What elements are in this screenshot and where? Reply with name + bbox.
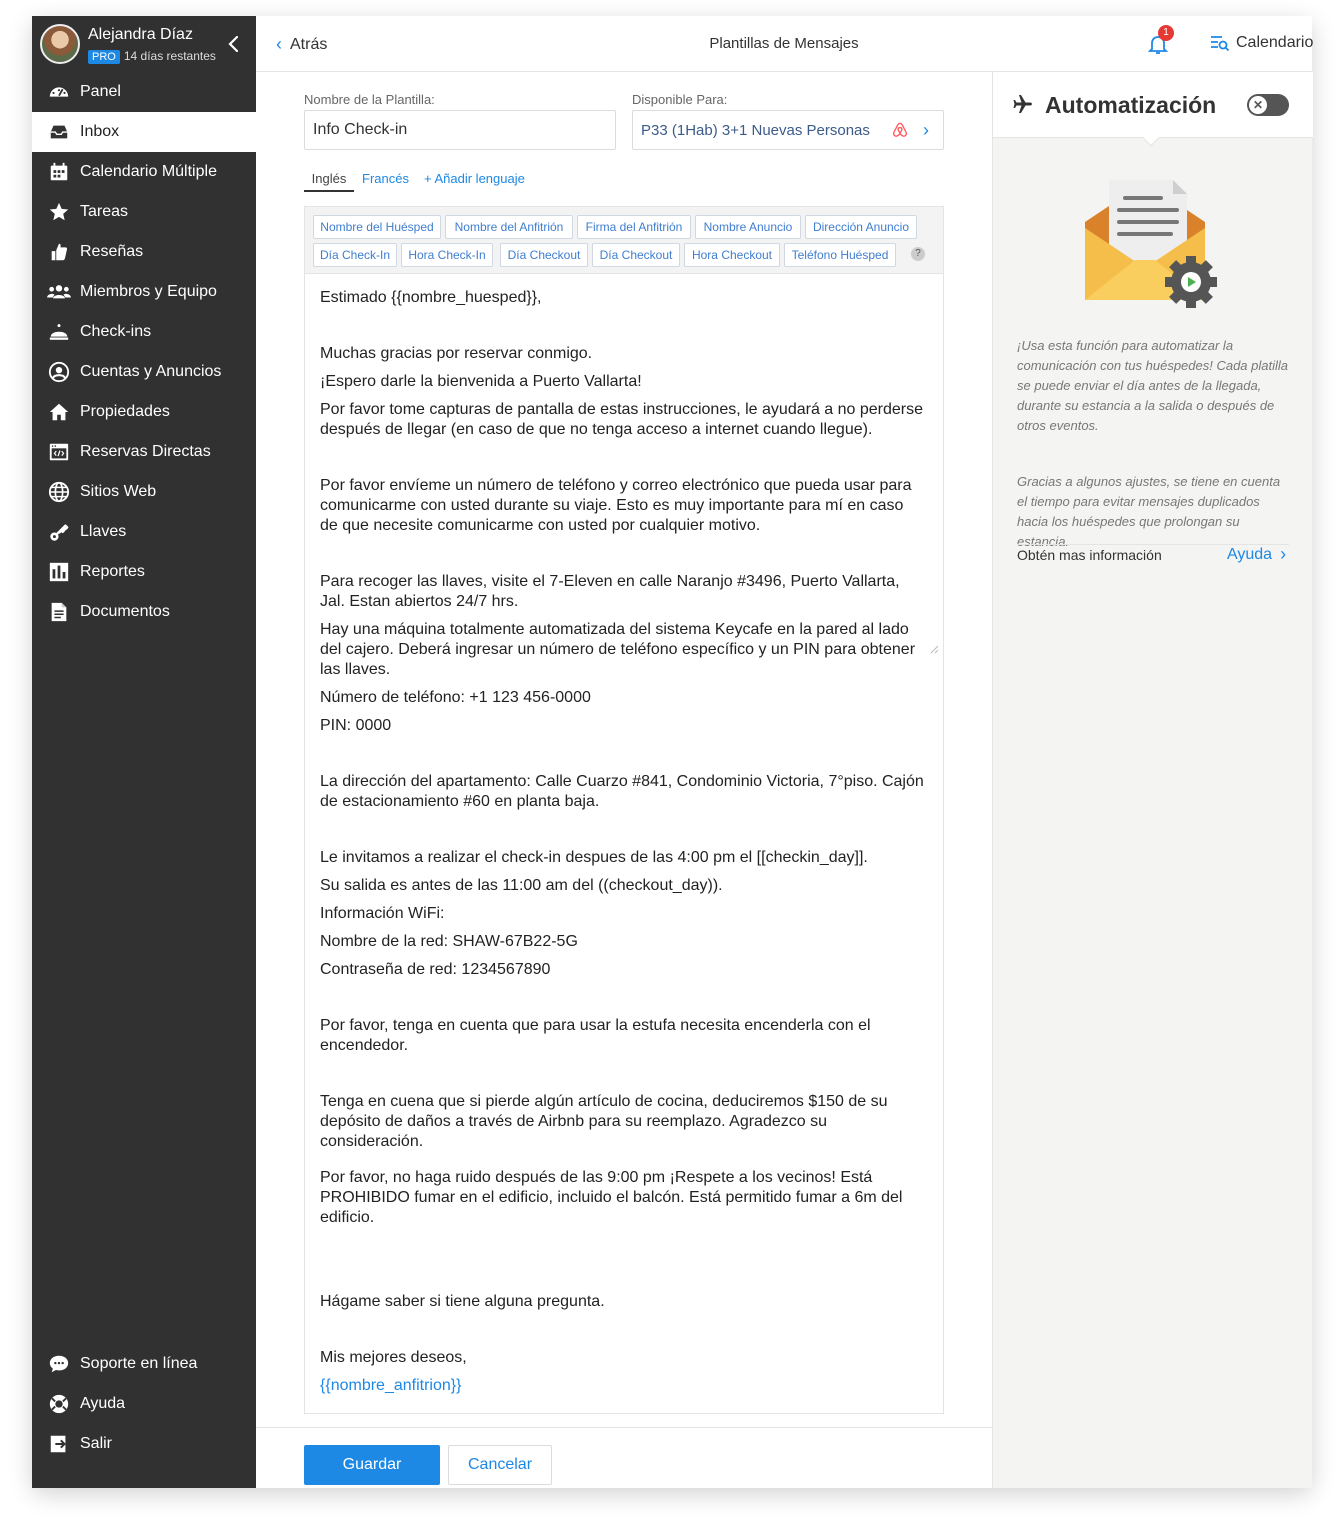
sidebar-item-calendario[interactable]	[32, 152, 256, 192]
logout-icon	[48, 1433, 70, 1455]
message-line: Para recoger las llaves, visite el 7-Eleven en calle Naranjo #3496, Puerto Vallarta, Jal. Estan abiertos 24/7 hrs.	[320, 573, 900, 610]
automation-toggle[interactable]	[1247, 94, 1289, 116]
sidebar-item-soporte[interactable]	[32, 1344, 256, 1384]
host-name-variable: {{nombre_anfitrion}}	[320, 1377, 462, 1394]
message-line: Por favor envíeme un número de teléfono y correo electrónico que pueda usar para comunicarme con usted durante su viaje. Esto es muy importante para mí en caso de que necesite comunicarme con usted por cualquier motivo.	[320, 477, 912, 534]
sidebar-item-checkins[interactable]	[32, 312, 256, 352]
automation-panel	[992, 72, 1312, 1488]
more-info-label: Obtén mas información	[1017, 544, 1289, 563]
sidebar-item-label: Check-ins	[80, 323, 152, 340]
user-plan-info	[88, 49, 216, 64]
message-line: Información WiFi:	[320, 905, 445, 922]
resize-handle-icon[interactable]	[929, 644, 939, 654]
sidebar-item-reservas[interactable]	[32, 432, 256, 472]
help-link[interactable]	[1227, 544, 1286, 565]
message-line: ¡Espero darle la bienvenida a Puerto Vallarta!	[320, 373, 642, 390]
sidebar-item-documentos[interactable]	[32, 592, 256, 632]
sidebar-item-label: Soporte en línea	[80, 1355, 198, 1372]
footer-divider	[256, 1427, 992, 1428]
lifebuoy-icon	[48, 1393, 70, 1415]
reviews-icon	[48, 241, 70, 263]
airbnb-icon	[891, 121, 909, 139]
add-language-link[interactable]: + Añadir lenguaje	[424, 171, 525, 186]
message-line: Mis mejores deseos,	[320, 1349, 467, 1366]
message-line: Contraseña de red: 1234567890	[320, 961, 551, 978]
message-line: Tenga en cuena que si pierde algún artículo de cocina, deduciremos $150 de su depósito de daños a través de Airbnb para su reemplazo. Agradezco su consideración.	[320, 1093, 888, 1150]
template-name-input[interactable]: Info Check-in	[304, 110, 616, 150]
notification-badge: 1	[1158, 25, 1174, 41]
variable-toolbar	[304, 206, 944, 274]
help-icon[interactable]: ?	[911, 247, 925, 261]
sidebar-item-label: Reseñas	[80, 243, 144, 260]
envelope-gear-illustration	[1081, 172, 1225, 312]
code-window-icon	[48, 441, 70, 463]
message-line: PIN: 0000	[320, 717, 392, 734]
chevron-right-icon: ›	[923, 119, 929, 140]
available-for-select[interactable]	[632, 110, 944, 150]
sidebar-item-label: Salir	[80, 1435, 113, 1452]
app-window	[32, 16, 1312, 1488]
calendar-search-icon	[1210, 34, 1230, 52]
dashboard-icon	[48, 81, 70, 103]
sidebar-bottom-nav	[32, 1344, 256, 1464]
message-line: Nombre de la red: SHAW-67B22-5G	[320, 933, 578, 950]
cancel-button[interactable]: Cancelar	[448, 1445, 552, 1485]
message-line: Le invitamos a realizar el check-in despues de las 4:00 pm el [[checkin_day]].	[320, 849, 868, 866]
variable-chip[interactable]: Teléfono Huésped	[784, 243, 896, 267]
automation-note: Gracias a algunos ajustes, se tiene en cuenta el tiempo para evitar mensajes duplicados hacia los huéspedes que prolongan su estancia.	[1017, 474, 1281, 549]
document-icon	[48, 601, 70, 623]
sidebar-item-ayuda[interactable]	[32, 1384, 256, 1424]
message-line: Muchas gracias por reservar conmigo.	[320, 345, 593, 362]
help-link-label: Ayuda	[1227, 545, 1273, 563]
airplane-icon	[1011, 92, 1035, 116]
sidebar-item-label: Calendario Múltiple	[80, 163, 217, 180]
message-editor[interactable]	[304, 274, 944, 1414]
automation-description: ¡Usa esta función para automatizar la comunicación con tus huéspedes! Cada platilla se puede enviar el día antes de la llegada, durante su estancia a la salida o después de otros eventos.	[1017, 338, 1289, 433]
collapse-sidebar-icon[interactable]	[222, 32, 246, 56]
sidebar-item-label: Reportes	[80, 563, 145, 580]
sidebar-item-sitios[interactable]	[32, 472, 256, 512]
sidebar-item-panel[interactable]	[32, 72, 256, 112]
sidebar-item-label: Panel	[80, 83, 121, 100]
variable-chip[interactable]: Nombre del Huésped	[313, 215, 441, 239]
pro-badge: PRO	[88, 50, 120, 64]
variable-chip[interactable]: Firma del Anfitrión	[577, 215, 691, 239]
calendar-link[interactable]	[1210, 34, 1313, 52]
home-icon	[48, 401, 70, 423]
available-for-label: Disponible Para:	[632, 92, 728, 107]
variable-chip[interactable]: Hora Check-In	[401, 243, 493, 267]
trial-remaining: 14 días restantes	[123, 49, 216, 63]
sidebar	[32, 16, 256, 1488]
sidebar-item-label: Llaves	[80, 523, 127, 540]
tab-ingles[interactable]: Inglés	[304, 170, 354, 192]
sidebar-item-label: Documentos	[80, 603, 170, 620]
team-icon	[48, 281, 70, 303]
sidebar-item-label: Reservas Directas	[80, 443, 211, 460]
sidebar-item-label: Tareas	[80, 203, 129, 220]
available-for-value: P33 (1Hab) 3+1 Nuevas Personas	[641, 121, 870, 139]
message-line: Su salida es antes de las 11:00 am del ((checkout_day)).	[320, 877, 723, 894]
sidebar-item-resenas[interactable]	[32, 232, 256, 272]
chart-icon	[48, 561, 70, 583]
message-line: Por favor tome capturas de pantalla de estas instrucciones, le ayudará a no perderse después de llegar (en caso de que no tenga acceso a internet cuando llegue).	[320, 401, 924, 438]
sidebar-item-propiedades[interactable]	[32, 392, 256, 432]
sidebar-item-tareas[interactable]	[32, 192, 256, 232]
tab-frances[interactable]: Francés	[362, 171, 409, 186]
account-icon	[48, 361, 70, 383]
chevron-right-icon: ›	[1280, 544, 1287, 564]
message-line: Hágame saber si tiene alguna pregunta.	[320, 1293, 605, 1310]
message-line: Hay una máquina totalmente automatizada del sistema Keycafe en la pared al lado del cajero. Deberá ingresar un número de teléfono específico y un PIN para obtener las llaves.	[320, 621, 916, 678]
calendar-label: Calendario	[1236, 34, 1314, 51]
automation-header	[993, 72, 1313, 138]
user-profile[interactable]	[32, 16, 256, 72]
key-icon	[48, 521, 70, 543]
variable-chip[interactable]: Día Checkout	[592, 243, 680, 267]
inbox-icon	[48, 121, 70, 143]
sidebar-item-label: Cuentas y Anuncios	[80, 363, 222, 380]
globe-icon	[48, 481, 70, 503]
sidebar-item-label: Ayuda	[80, 1395, 126, 1412]
template-name-label: Nombre de la Plantilla:	[304, 92, 435, 107]
sidebar-item-reportes[interactable]	[32, 552, 256, 592]
sidebar-item-cuentas[interactable]	[32, 352, 256, 392]
bell-desk-icon	[48, 321, 70, 343]
star-icon	[48, 201, 70, 223]
calendar-icon	[48, 161, 70, 183]
sidebar-item-salir[interactable]	[32, 1424, 256, 1464]
back-label: Atrás	[290, 35, 328, 53]
avatar	[40, 24, 80, 64]
toggle-off-icon: ✕	[1249, 96, 1267, 114]
language-tabs	[304, 170, 944, 192]
variable-chip[interactable]: Nombre Anuncio	[695, 215, 801, 239]
message-line: La dirección del apartamento: Calle Cuarzo #841, Condominio Victoria, 7°piso. Cajón de estacionamiento #60 en planta baja.	[320, 773, 924, 810]
variable-chip[interactable]: Hora Checkout	[684, 243, 780, 267]
sidebar-item-label: Sitios Web	[80, 483, 157, 500]
top-header	[256, 16, 1312, 72]
variable-chip[interactable]: Día Checkout	[500, 243, 588, 267]
page-title: Plantillas de Mensajes	[709, 35, 859, 52]
message-line: Número de teléfono: +1 123 456-0000	[320, 689, 591, 706]
variable-chip[interactable]: Dirección Anuncio	[805, 215, 917, 239]
sidebar-item-label: Miembros y Equipo	[80, 283, 217, 300]
sidebar-item-label: Inbox	[80, 123, 120, 140]
variable-chip[interactable]: Nombre del Anfitrión	[445, 215, 573, 239]
save-button[interactable]: Guardar	[304, 1445, 440, 1485]
user-name: Alejandra Díaz	[88, 26, 193, 43]
chat-icon	[48, 1353, 70, 1375]
message-line: Por favor, tenga en cuenta que para usar la estufa necesita encenderla con el encendedor.	[320, 1017, 871, 1054]
variable-chip[interactable]: Día Check-In	[313, 243, 397, 267]
message-line: Estimado {{nombre_huesped}},	[320, 289, 542, 306]
sidebar-item-label: Propiedades	[80, 403, 170, 420]
chevron-left-icon: ‹	[276, 34, 282, 54]
message-line: Por favor, no haga ruido después de las 9:00 pm ¡Respete a los vecinos! Está PROHIBIDO fumar en el edificio, incluido el balcón. Está permitido fumar a 6m del edificio.	[320, 1169, 903, 1226]
sidebar-item-llaves[interactable]	[32, 512, 256, 552]
sidebar-item-miembros[interactable]	[32, 272, 256, 312]
back-button[interactable]	[276, 34, 327, 55]
template-form	[256, 72, 992, 1488]
automation-title: Automatización	[1045, 92, 1217, 118]
sidebar-item-inbox[interactable]	[32, 112, 256, 152]
sidebar-nav	[32, 72, 256, 632]
